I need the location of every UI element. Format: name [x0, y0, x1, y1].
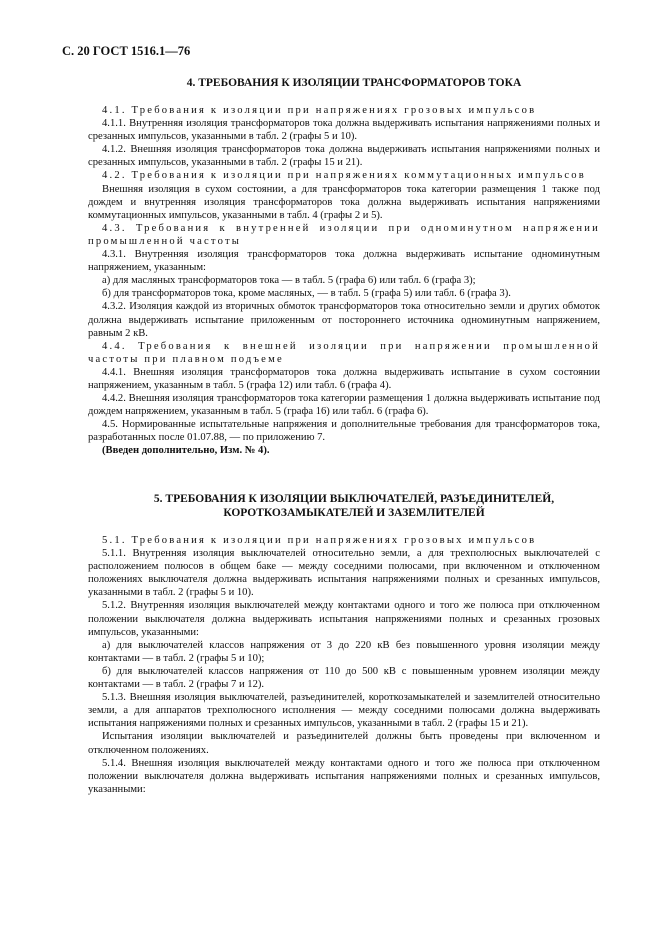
section-5-title-line1: 5. ТРЕБОВАНИЯ К ИЗОЛЯЦИИ ВЫКЛЮЧАТЕЛЕЙ, РАЗЪЕДИНИТЕЛЕЙ, — [153, 493, 555, 505]
clause-4-4-2: 4.4.2. Внешняя изоляция трансформаторов тока категории размещения 1 должна выдерживать испытание под дождем напряжением, указанным в табл. 5 (графа 16) или табл. 6 (графа 6). — [88, 393, 600, 418]
section-5-title — [88, 492, 600, 520]
section-5 — [88, 492, 600, 796]
clause-4-3-1: 4.3.1. Внутренняя изоляция трансформаторов тока должна выдерживать испытание одноминутным напряжением, указанным: — [88, 249, 600, 274]
clause-5-1-4: 5.1.4. Внешняя изоляция выключателей между контактами одного и того же полюса при отключенном положении выключателя должна выдерживать испытания напряжениями полных и срезанных импульсов, указанными: — [88, 757, 600, 795]
clause-4-3: 4.3. Требования к внутренней изоляции при одноминутном напряжении промышленной частоты — [88, 222, 600, 247]
clause-5-1-2: 5.1.2. Внутренняя изоляция выключателей между контактами одного и того же полюса при отключенном положении выключателя должна выдерживать испытания напряжениями полных и срезанных грозовых импульсов, указанными: — [88, 600, 600, 638]
clause-5-1-3: 5.1.3. Внешняя изоляция выключателей, разъединителей, короткозамыкателей и заземлителей относительно земли, а для аппаратов трехполюсного исполнения — между соседними полюсами должна выдерживать испытания напряжениями полных и срезанных импульсов, указанными в табл. 2 (графы 15 и 21). — [88, 692, 600, 730]
amendment-note: (Введен дополнительно, Изм. № 4). — [102, 445, 270, 457]
clause-4-4: 4.4. Требования к внешней изоляции при напряжении промышленной частоты при плавном подъеме — [88, 340, 600, 365]
clause-5-1: 5.1. Требования к изоляции при напряжениях грозовых импульсов — [102, 535, 537, 546]
clause-4-3-2: 4.3.2. Изоляция каждой из вторичных обмоток трансформаторов тока относительно земли и других обмоток должна выдерживать испытание приложенным от постороннего источника одноминутным напряжением, равным 2 кВ. — [88, 301, 600, 339]
page-header: С. 20 ГОСТ 1516.1—76 — [62, 44, 191, 58]
clause-5-1-2-b: б) для выключателей классов напряжения от 110 до 500 кВ с повышенным уровнем изоляции между контактами — в табл. 2 (графы 7 и 12). — [88, 665, 600, 691]
clause-4-1-2: 4.1.2. Внешняя изоляция трансформаторов тока должна выдерживать испытания напряжениями полных и срезанных импульсов, указанными в табл. 2 (графы 15 и 21). — [88, 144, 600, 169]
section-4-title: 4. ТРЕБОВАНИЯ К ИЗОЛЯЦИИ ТРАНСФОРМАТОРОВ ТОКА — [186, 77, 522, 89]
clause-4-1: 4.1. Требования к изоляции при напряжениях грозовых импульсов — [102, 105, 537, 116]
clause-4-3-1-a: а) для масляных трансформаторов тока — в табл. 5 (графа 6) или табл. 6 (графа 3); — [102, 275, 476, 287]
clause-4-5: 4.5. Нормированные испытательные напряжения и дополнительные требования для трансформаторов тока, разработанных после 01.07.88, — по приложению 7. — [88, 419, 600, 444]
section-5-title-line2: КОРОТКОЗАМЫКАТЕЛЕЙ И ЗАЗЕМЛИТЕЛЕЙ — [223, 507, 485, 519]
clause-5-1-2-a: а) для выключателей классов напряжения от 3 до 220 кВ без повышенного уровня изоляции между контактами — в табл. 2 (графы 5 и 10); — [88, 639, 600, 664]
clause-4-3-1-b: б) для трансформаторов тока, кроме масляных, — в табл. 5 (графа 5) или табл. 6 (графа 3). — [102, 288, 511, 300]
clause-5-1-3-note: Испытания изоляции выключателей и разъединителей должны быть проведены при включенном и отключенном положениях. — [88, 731, 600, 756]
clause-4-1-1: 4.1.1. Внутренняя изоляция трансформаторов тока должна выдерживать испытания напряжениями полных и срезанных импульсов, указанными в табл. 2 (графы 5 и 10). — [88, 118, 600, 143]
clause-5-1-1: 5.1.1. Внутренняя изоляция выключателей относительно земли, а для трехполюсных выключателей с расположением полюсов в общем баке — между соседними полюсами, при включенном и отключенном положениях выключателя должна выдерживать испытания напряжениями полных и срезанных импульсов, указанными в табл. 2 (графы 5 и 10). — [88, 548, 600, 599]
clause-4-2-text: Внешняя изоляция в сухом состоянии, а для трансформаторов тока категории размещения 1 также под дождем и внутренняя изоляция трансформаторов тока должна выдерживать испытания напряжениями коммутационных импульсов, указанными в табл. 4 (графы 2 и 5). — [88, 183, 600, 221]
section-4 — [88, 76, 600, 458]
clause-4-4-1: 4.4.1. Внешняя изоляция трансформаторов тока должна выдерживать испытание в сухом состоянии напряжением, указанным в табл. 5 (графа 12) или табл. 6 (графа 4). — [88, 366, 600, 391]
clause-4-2: 4.2. Требования к изоляции при напряжениях коммутационных импульсов — [102, 170, 586, 182]
